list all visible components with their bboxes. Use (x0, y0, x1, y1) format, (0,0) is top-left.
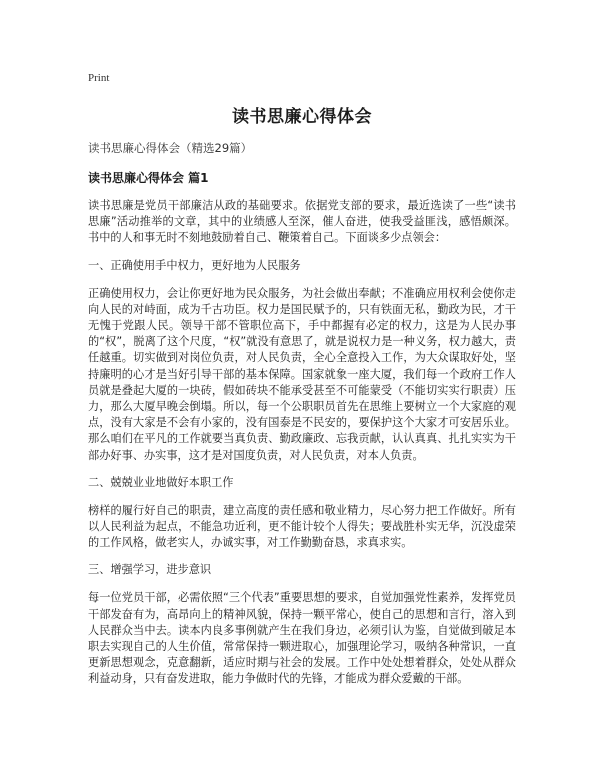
paragraph-2: 榜样的履行好自己的职责，建立高度的责任感和敬业精力，尽心努力把工作做好。所有以人民利益为起点，不能急功近利，更不能计较个人得失；要战胜朴实无华，沉没虚荣的工作风格，做老实人，办诚实事，对工作勤勤奋恳，求真求实。 (88, 503, 516, 550)
heading-1: 一、正确使用手中权力，更好地为人民服务 (88, 258, 301, 272)
heading-3: 三、增强学习，进步意识 (88, 563, 212, 577)
document-page (88, 66, 516, 688)
print-link[interactable]: Print (88, 72, 110, 84)
section-heading: 读书思廉心得体会 篇1 (88, 171, 209, 185)
intro-paragraph: 读书思廉是党员干部廉洁从政的基础要求。依据党支部的要求，最近选读了一些“读书思廉”活动推举的文章，其中的业绩感人至深，催人奋进，使我受益匪浅，感悟颇深。书中的人和事无时不刻地鼓励着自己、鞭策着自己。下面谈多少点领会： (88, 199, 516, 245)
paragraph-3: 每一位党员干部，必需依照“三个代表”重要思想的要求，自觉加强党性素养，发挥党员干部发奋有为，高昂向上的精神风貌，保持一颗平常心，使自己的思想和言行，溶入到人民群众当中去。读本内良多事例就产生在我们身边，必须引认为鉴，自觉做到破足本职去实现自己的人生价值，常常保持一颗进取心，加强理论学习，吸纳各种常识，一直更新思想观念，克意翻新，适应时期与社会的发展。工作中处处想着群众，处处从群众利益动身，只有奋发进取，能力争做时代的先锋，才能成为群众爱戴的干部。 (88, 591, 516, 686)
page-title: 读书思廉心得体会 (232, 107, 372, 127)
heading-2: 二、兢兢业业地做好本职工作 (88, 475, 234, 489)
paragraph-1: 正确使用权力，会让你更好地为民众服务，为社会做出奉献；不准确应用权利会使你走向人民的对峙面，成为千古功臣。权力是国民赋予的，只有铁面无私，勤政为民，才干无愧于党跟人民。领导干部不管职位高下，手中都握有必定的权力，这是为人民办事的“权”，脱离了这个尺度，“权”就没有意思了，就是说权力是一种义务，权力越大，责任越重。切实做到对岗位负责，对人民负责，全心全意投入工作，为大众谋取好处，坚持廉明的心才是当好引导干部的基本保障。国家就象一座大厦，我们每一个政府工作人员就是叠起大厦的一块砖，假如砖块不能承受甚至不可能蒙受（不能切实实行职责）压力，那么大厦早晚会倒塌。所以，每一个公职职员首先在思维上要树立一个大家庭的观点，没有大家是不会有小家的，没有国泰是不民安的，要保护这个大家才可安居乐业。那么咱们在平凡的工作就要当真负责、勤政廉政、忘我贡献，认认真真、扎扎实实为干部办好事、办实事，这才是对国度负责，对人民负责，对本人负责。 (88, 286, 516, 462)
document-subtitle: 读书思廉心得体会（精选29篇） (88, 141, 253, 155)
